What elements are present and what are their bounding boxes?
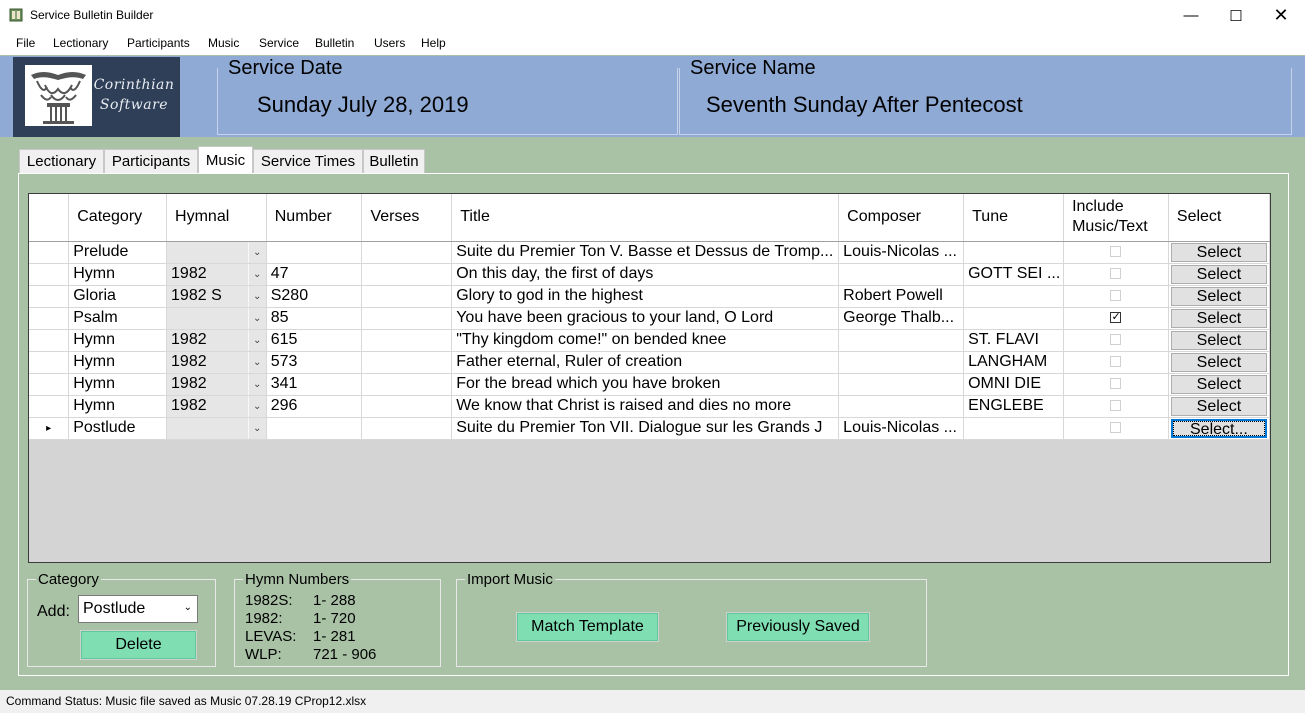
- service-name-group: [679, 57, 1292, 135]
- cell-tune[interactable]: LANGHAM: [964, 351, 1064, 373]
- previously-saved-button[interactable]: Previously Saved: [726, 612, 870, 642]
- cell-select: [1168, 417, 1269, 439]
- cell-hymnal[interactable]: [167, 351, 267, 373]
- table-row[interactable]: [29, 351, 1270, 373]
- cell-tune[interactable]: GOTT SEI ...: [964, 263, 1064, 285]
- hymnal-value: 1982: [171, 265, 207, 282]
- hymn-range: 1- 288: [313, 592, 356, 609]
- cell-include[interactable]: [1064, 417, 1169, 439]
- cell-hymnal[interactable]: [167, 285, 267, 307]
- cell-number[interactable]: S280: [266, 285, 362, 307]
- table-row[interactable]: [29, 263, 1270, 285]
- include-header-line-2: Music/Text: [1072, 218, 1148, 236]
- cell-number[interactable]: 47: [266, 263, 362, 285]
- book-icon: [9, 8, 23, 22]
- cell-hymnal[interactable]: [167, 373, 267, 395]
- hymn-number-list: [245, 592, 376, 664]
- include-checkbox[interactable]: ✓: [1111, 311, 1121, 324]
- service-name-value[interactable]: Seventh Sunday After Pentecost: [706, 92, 1023, 117]
- table-row[interactable]: [29, 241, 1270, 263]
- include-checkbox[interactable]: [1110, 290, 1121, 301]
- match-template-button[interactable]: Match Template: [516, 612, 659, 642]
- add-label: Add:: [37, 603, 70, 620]
- chevron-down-icon[interactable]: ⌄: [248, 330, 266, 351]
- column-header-number[interactable]: Number: [266, 194, 362, 241]
- cell-composer[interactable]: Robert Powell: [839, 285, 964, 307]
- grid-header-row: [29, 194, 1270, 241]
- hymnal-book: LEVAS:: [245, 628, 297, 645]
- hymnal-book: WLP:: [245, 646, 282, 663]
- cell-hymnal[interactable]: [167, 241, 267, 263]
- cell-hymnal[interactable]: [167, 307, 267, 329]
- service-date-group: [217, 57, 678, 135]
- cell-verses[interactable]: [362, 329, 452, 351]
- cell-number[interactable]: 615: [266, 329, 362, 351]
- cell-title[interactable]: For the bread which you have broken: [452, 373, 839, 395]
- include-header-line-1: Include: [1072, 198, 1124, 216]
- cell-include[interactable]: [1064, 351, 1169, 373]
- category-group-label: Category: [38, 571, 99, 588]
- tab-lectionary[interactable]: Lectionary: [19, 149, 104, 173]
- minimize-icon[interactable]: —: [1183, 7, 1199, 24]
- cell-category[interactable]: Postlude: [69, 417, 167, 439]
- table-row[interactable]: [29, 329, 1270, 351]
- cell-tune[interactable]: ENGLEBE: [964, 395, 1064, 417]
- cell-hymnal[interactable]: [167, 395, 267, 417]
- cell-verses[interactable]: [362, 241, 452, 263]
- include-checkbox[interactable]: [1110, 378, 1121, 389]
- cell-select: [1168, 351, 1269, 373]
- cell-verses[interactable]: [362, 373, 452, 395]
- cell-title[interactable]: Father eternal, Ruler of creation: [452, 351, 839, 373]
- hymnal-value: 1982: [171, 397, 207, 414]
- chevron-down-icon[interactable]: ⌄: [248, 374, 266, 395]
- chevron-down-icon[interactable]: ⌄: [248, 396, 266, 417]
- select-button[interactable]: Select: [1171, 375, 1267, 394]
- select-button[interactable]: Select: [1171, 243, 1267, 262]
- cell-category[interactable]: Psalm: [69, 307, 167, 329]
- row-header[interactable]: [29, 395, 69, 417]
- cell-tune[interactable]: [964, 241, 1064, 263]
- select-button[interactable]: Select: [1171, 353, 1267, 372]
- logo-text: [89, 75, 179, 115]
- cell-title[interactable]: On this day, the first of days: [452, 263, 839, 285]
- hymn-range: 1- 720: [313, 610, 356, 627]
- hymn-number-entry: [245, 628, 376, 646]
- hymn-number-entry: [245, 592, 376, 610]
- menu-users[interactable]: Users: [374, 36, 406, 50]
- cell-category[interactable]: Hymn: [69, 373, 167, 395]
- cell-verses[interactable]: [362, 351, 452, 373]
- cell-category[interactable]: Hymn: [69, 351, 167, 373]
- hymn-numbers-label: Hymn Numbers: [245, 571, 350, 588]
- menu-bulletin[interactable]: Bulletin: [315, 36, 355, 50]
- import-music-group: [456, 571, 927, 667]
- delete-button[interactable]: Delete: [80, 630, 197, 660]
- cell-title[interactable]: We know that Christ is raised and dies no more: [452, 395, 839, 417]
- current-row-arrow-icon: ▸: [46, 422, 52, 434]
- menu-participants[interactable]: Participants: [127, 36, 190, 50]
- row-header-corner: [29, 194, 69, 241]
- company-logo: [13, 57, 180, 137]
- close-icon[interactable]: ✕: [1273, 5, 1289, 25]
- menu-music[interactable]: Music: [208, 36, 240, 50]
- chevron-down-icon[interactable]: ⌄: [248, 352, 266, 373]
- cell-number[interactable]: [266, 417, 362, 439]
- cell-include[interactable]: [1064, 263, 1169, 285]
- cell-select: [1168, 373, 1269, 395]
- tab-music[interactable]: Music: [198, 146, 253, 174]
- hymnal-value: 1982: [171, 375, 207, 392]
- cell-composer[interactable]: [839, 329, 964, 351]
- cell-hymnal[interactable]: [167, 417, 267, 439]
- chevron-down-icon: ⌄: [183, 602, 192, 613]
- cell-composer[interactable]: Louis-Nicolas ...: [839, 241, 964, 263]
- cell-composer[interactable]: [839, 373, 964, 395]
- select-button[interactable]: Select: [1171, 309, 1267, 328]
- table-row[interactable]: [29, 285, 1270, 307]
- cell-verses[interactable]: [362, 395, 452, 417]
- music-table: [29, 194, 1270, 440]
- category-group: [27, 571, 216, 667]
- cell-title[interactable]: Glory to god in the highest: [452, 285, 839, 307]
- cell-select: [1168, 307, 1269, 329]
- cell-verses[interactable]: [362, 263, 452, 285]
- column-header-title[interactable]: Title: [452, 194, 839, 241]
- corinthian-column-icon: [25, 65, 92, 126]
- menu-file[interactable]: File: [16, 36, 36, 50]
- cell-category[interactable]: Prelude: [69, 241, 167, 263]
- category-add-value: Postlude: [83, 600, 146, 617]
- cell-title[interactable]: "Thy kingdom come!" on bended knee: [452, 329, 839, 351]
- row-header[interactable]: [29, 285, 69, 307]
- include-checkbox[interactable]: [1110, 268, 1121, 279]
- include-checkbox[interactable]: [1110, 356, 1121, 367]
- service-name-label: Service Name: [690, 57, 816, 79]
- column-header-verses[interactable]: Verses: [362, 194, 452, 241]
- cell-number[interactable]: [266, 241, 362, 263]
- music-grid: [28, 193, 1271, 563]
- select-button[interactable]: Select: [1171, 397, 1267, 416]
- cell-verses[interactable]: [362, 285, 452, 307]
- cell-select: [1168, 395, 1269, 417]
- cell-include[interactable]: [1064, 241, 1169, 263]
- window-title: Service Bulletin Builder: [30, 8, 154, 22]
- cell-verses[interactable]: [362, 307, 452, 329]
- row-header[interactable]: [29, 307, 69, 329]
- chevron-down-icon[interactable]: ⌄: [248, 242, 266, 263]
- column-header-composer[interactable]: Composer: [839, 194, 964, 241]
- row-header[interactable]: [29, 263, 69, 285]
- table-row[interactable]: [29, 307, 1270, 329]
- tab-participants[interactable]: Participants: [104, 149, 198, 173]
- cell-select: [1168, 285, 1269, 307]
- select-button[interactable]: Select: [1171, 331, 1267, 350]
- maximize-icon[interactable]: ☐: [1229, 7, 1243, 25]
- include-checkbox[interactable]: [1110, 246, 1121, 257]
- hymnal-value: 1982: [171, 331, 207, 348]
- chevron-down-icon[interactable]: ⌄: [248, 264, 266, 285]
- column-header-category[interactable]: Category: [69, 194, 167, 241]
- cell-category[interactable]: Hymn: [69, 263, 167, 285]
- title-bar: [0, 0, 1305, 31]
- cell-number[interactable]: 296: [266, 395, 362, 417]
- column-header-tune[interactable]: Tune: [964, 194, 1064, 241]
- chevron-down-icon[interactable]: ⌄: [248, 418, 266, 439]
- hymnal-book: 1982S:: [245, 592, 293, 609]
- cell-title[interactable]: You have been gracious to your land, O Lord: [452, 307, 839, 329]
- cell-title[interactable]: Suite du Premier Ton V. Basse et Dessus de Tromp...: [452, 241, 839, 263]
- hymn-range: 721 - 906: [313, 646, 377, 663]
- cell-category[interactable]: Gloria: [69, 285, 167, 307]
- cell-hymnal[interactable]: [167, 263, 267, 285]
- cell-include[interactable]: [1064, 329, 1169, 351]
- cell-composer[interactable]: [839, 395, 964, 417]
- select-button[interactable]: Select: [1171, 287, 1267, 306]
- hymn-number-entry: [245, 610, 376, 628]
- hymnal-value: 1982 S: [171, 287, 222, 304]
- cell-number[interactable]: 341: [266, 373, 362, 395]
- hymn-number-entry: [245, 646, 376, 664]
- service-date-label: Service Date: [228, 57, 343, 79]
- include-checkbox[interactable]: [1110, 334, 1121, 345]
- service-date-value[interactable]: Sunday July 28, 2019: [257, 92, 469, 117]
- chevron-down-icon[interactable]: ⌄: [248, 286, 266, 307]
- logo-line-1: Corinthian: [93, 77, 175, 93]
- cell-tune[interactable]: [964, 285, 1064, 307]
- status-bar: [0, 690, 1305, 713]
- hymnal-value: 1982: [171, 353, 207, 370]
- cell-include[interactable]: [1064, 373, 1169, 395]
- hymn-numbers-group: [234, 571, 441, 667]
- cell-number[interactable]: 85: [266, 307, 362, 329]
- table-row[interactable]: [29, 395, 1270, 417]
- menu-lectionary[interactable]: Lectionary: [53, 36, 109, 50]
- menu-bar: [0, 31, 1305, 55]
- cell-composer[interactable]: [839, 351, 964, 373]
- hymnal-book: 1982:: [245, 610, 283, 627]
- cell-select: [1168, 241, 1269, 263]
- logo-line-2: Software: [99, 97, 169, 113]
- cell-select: [1168, 329, 1269, 351]
- tab-service-times[interactable]: Service Times: [253, 149, 363, 173]
- cell-include[interactable]: [1064, 307, 1169, 329]
- hymn-range: 1- 281: [313, 628, 356, 645]
- chevron-down-icon[interactable]: ⌄: [248, 308, 266, 329]
- table-row[interactable]: [29, 417, 1270, 439]
- include-checkbox[interactable]: [1110, 422, 1121, 433]
- cell-composer[interactable]: Louis-Nicolas ...: [839, 417, 964, 439]
- cell-tune[interactable]: [964, 417, 1064, 439]
- cell-title[interactable]: Suite du Premier Ton VII. Dialogue sur les Grands J: [452, 417, 839, 439]
- row-header[interactable]: [29, 241, 69, 263]
- menu-service[interactable]: Service: [259, 36, 300, 50]
- category-add-select[interactable]: [78, 595, 198, 623]
- cell-select: [1168, 263, 1269, 285]
- cell-tune[interactable]: OMNI DIE: [964, 373, 1064, 395]
- import-music-label: Import Music: [467, 571, 553, 588]
- cell-include[interactable]: [1064, 395, 1169, 417]
- cell-hymnal[interactable]: [167, 329, 267, 351]
- tab-bulletin[interactable]: Bulletin: [363, 149, 425, 173]
- cell-category[interactable]: Hymn: [69, 395, 167, 417]
- column-header-include[interactable]: [1064, 194, 1169, 241]
- cell-composer[interactable]: George Thalb...: [839, 307, 964, 329]
- cell-number[interactable]: 573: [266, 351, 362, 373]
- include-checkbox[interactable]: [1110, 400, 1121, 411]
- cell-verses[interactable]: [362, 417, 452, 439]
- row-header[interactable]: [29, 351, 69, 373]
- table-row[interactable]: [29, 373, 1270, 395]
- command-status: Command Status: Music file saved as Music 07.28.19 CProp12.xlsx: [6, 694, 367, 708]
- column-header-hymnal[interactable]: Hymnal: [167, 194, 267, 241]
- menu-help[interactable]: Help: [421, 36, 446, 50]
- column-header-select[interactable]: Select: [1168, 194, 1269, 241]
- row-header[interactable]: [29, 329, 69, 351]
- select-button[interactable]: Select: [1171, 265, 1267, 284]
- cell-category[interactable]: Hymn: [69, 329, 167, 351]
- cell-tune[interactable]: ST. FLAVI: [964, 329, 1064, 351]
- cell-tune[interactable]: [964, 307, 1064, 329]
- cell-composer[interactable]: [839, 263, 964, 285]
- cell-include[interactable]: [1064, 285, 1169, 307]
- row-header[interactable]: [29, 417, 69, 439]
- select-button[interactable]: Select...: [1171, 419, 1267, 438]
- row-header[interactable]: [29, 373, 69, 395]
